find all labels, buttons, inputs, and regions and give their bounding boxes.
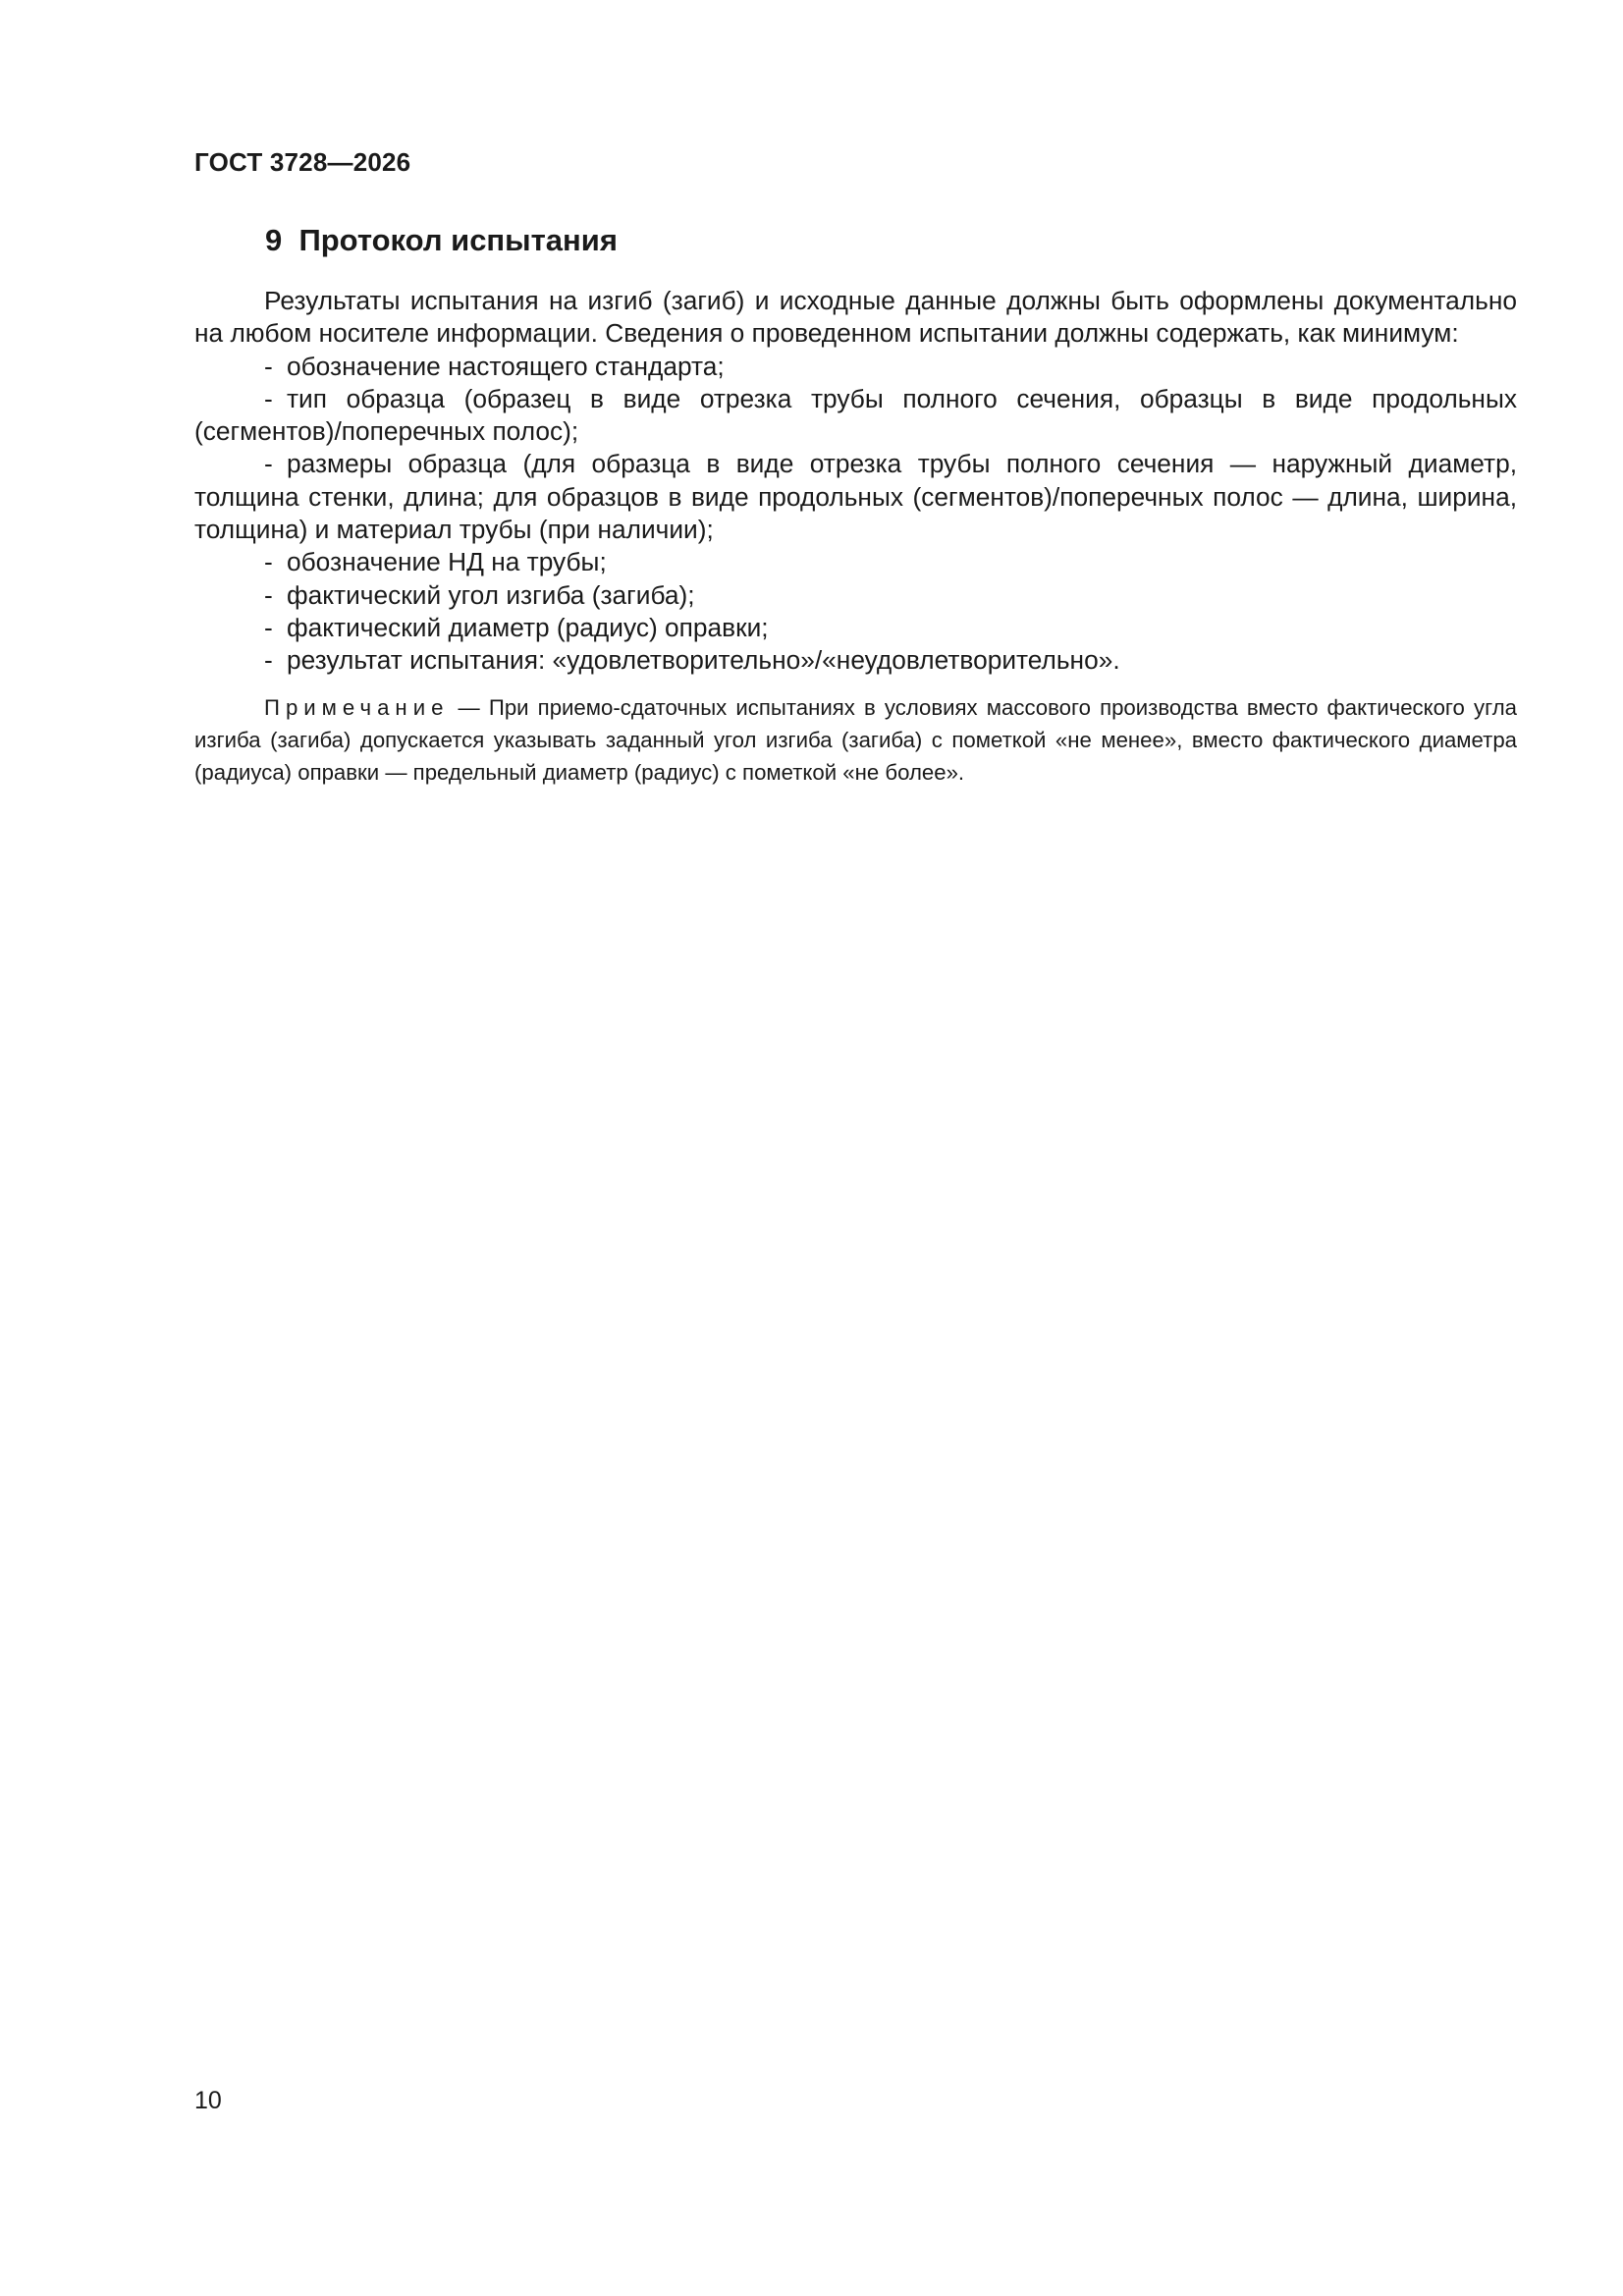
list-marker: - [264, 612, 273, 642]
list-item-text: обозначение настоящего стандарта; [287, 351, 725, 381]
list-item [194, 644, 1517, 677]
list-marker: - [264, 645, 273, 676]
requirements-list [194, 351, 1517, 678]
page-number: 10 [194, 2087, 222, 2114]
running-header: ГОСТ 3728—2026 [194, 147, 411, 177]
list-item [194, 351, 1517, 383]
list-item-text: фактический угол изгиба (загиба); [287, 579, 695, 610]
list-marker: - [264, 547, 273, 577]
list-item-text: фактический диаметр (радиус) оправки; [287, 612, 769, 642]
note-text: — При приемо-сдаточных испытаниях в условиях массового производства вместо фактического угла изгиба (загиба) допускается указывать заданный угол изгиба (загиба) с пометкой «не менее», вместо фактического диаметра (радиуса) оправки — предельный диаметр (радиус) с пометкой «не более». [194, 694, 1517, 785]
list-item-text: обозначение НД на трубы; [287, 547, 607, 577]
note-label: Примечание [264, 694, 450, 720]
list-item [194, 383, 1517, 449]
list-marker: - [264, 351, 273, 381]
list-marker: - [264, 579, 273, 610]
list-item [194, 579, 1517, 612]
section-body [194, 285, 1517, 789]
intro-paragraph: Результаты испытания на изгиб (загиб) и исходные данные должны быть оформлены документально на любом носителе информации. Сведения о проведенном испытании должны содержать, как минимум: [194, 286, 1517, 349]
list-marker: - [264, 383, 273, 413]
section-title: 9 Протокол испытания [265, 223, 618, 257]
list-item-text: размеры образца (для образца в виде отрезка трубы полного сечения — наружный диаметр, толщина стенки, длина; для образцов в виде продольных (сегментов)/поперечных полос — длина, ширина, толщина) и материал трубы (при наличии); [194, 449, 1517, 545]
list-item-text: тип образца (образец в виде отрезка трубы полного сечения, образцы в виде продольных (сегментов)/поперечных полос); [194, 383, 1517, 447]
list-item [194, 448, 1517, 546]
note-paragraph [194, 691, 1517, 789]
list-item-text: результат испытания: «удовлетворительно»/«неудовлетворительно». [287, 645, 1120, 676]
list-item [194, 612, 1517, 644]
list-marker: - [264, 449, 273, 479]
list-item [194, 546, 1517, 578]
